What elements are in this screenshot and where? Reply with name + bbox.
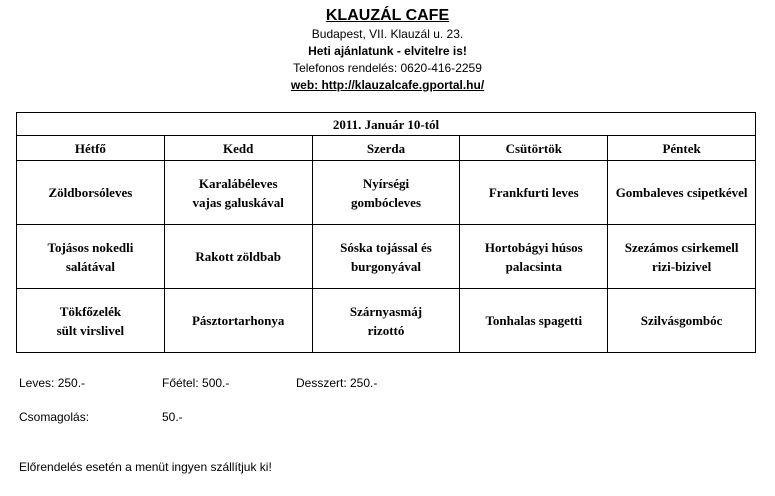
day-header-row: [17, 136, 756, 161]
weekly-offer: Heti ajánlatunk - elvitelre is!: [308, 44, 467, 58]
dish-cell: Karalábéleves vajas galuskával: [164, 161, 312, 225]
dish-cell: Hortobágyi húsos palacsinta: [460, 225, 608, 289]
phone-order: Telefonos rendelés: 0620-416-2259: [293, 61, 482, 75]
dish-cell: Gombaleves csipetkével: [608, 161, 756, 225]
weekly-menu-table: [16, 112, 756, 353]
menu-caption-row: [17, 113, 756, 136]
packaging-price: 50.-: [162, 410, 183, 424]
dish-cell: Tonhalas spagetti: [460, 289, 608, 353]
dish-cell: Zöldborsóleves: [17, 161, 165, 225]
dessert-price: Desszert: 250.-: [296, 376, 378, 390]
table-row: [17, 161, 756, 225]
dish-cell: Szárnyasmáj rizottó: [312, 289, 460, 353]
address: Budapest, VII. Klauzál u. 23.: [311, 27, 464, 41]
day-header: Péntek: [608, 136, 756, 161]
web-link[interactable]: web: http://klauzalcafe.gportal.hu/: [290, 78, 485, 92]
dish-cell: Pásztortarhonya: [164, 289, 312, 353]
header: [0, 6, 775, 94]
day-header: Szerda: [312, 136, 460, 161]
day-header: Kedd: [164, 136, 312, 161]
day-header: Hétfő: [17, 136, 165, 161]
dish-cell: Rakott zöldbab: [164, 225, 312, 289]
dish-cell: Tökfőzelék sült virslivel: [17, 289, 165, 353]
delivery-note: Előrendelés esetén a menüt ingyen szállítjuk ki!: [19, 460, 272, 474]
table-row: [17, 225, 756, 289]
dish-cell: Frankfurti leves: [460, 161, 608, 225]
soup-price: Leves: 250.-: [19, 376, 86, 390]
dish-cell: Tojásos nokedli salátával: [17, 225, 165, 289]
table-row: [17, 289, 756, 353]
cafe-title: KLAUZÁL CAFE: [325, 7, 450, 24]
dish-cell: Nyírségi gombócleves: [312, 161, 460, 225]
packaging-label: Csomagolás:: [19, 410, 90, 424]
day-header: Csütörtök: [460, 136, 608, 161]
dish-cell: Sóska tojással és burgonyával: [312, 225, 460, 289]
dish-cell: Szezámos csirkemell rizi-bizivel: [608, 225, 756, 289]
menu-caption: 2011. Január 10-tól: [17, 113, 756, 136]
dish-cell: Szilvásgombóc: [608, 289, 756, 353]
main-course-price: Főétel: 500.-: [162, 376, 230, 390]
